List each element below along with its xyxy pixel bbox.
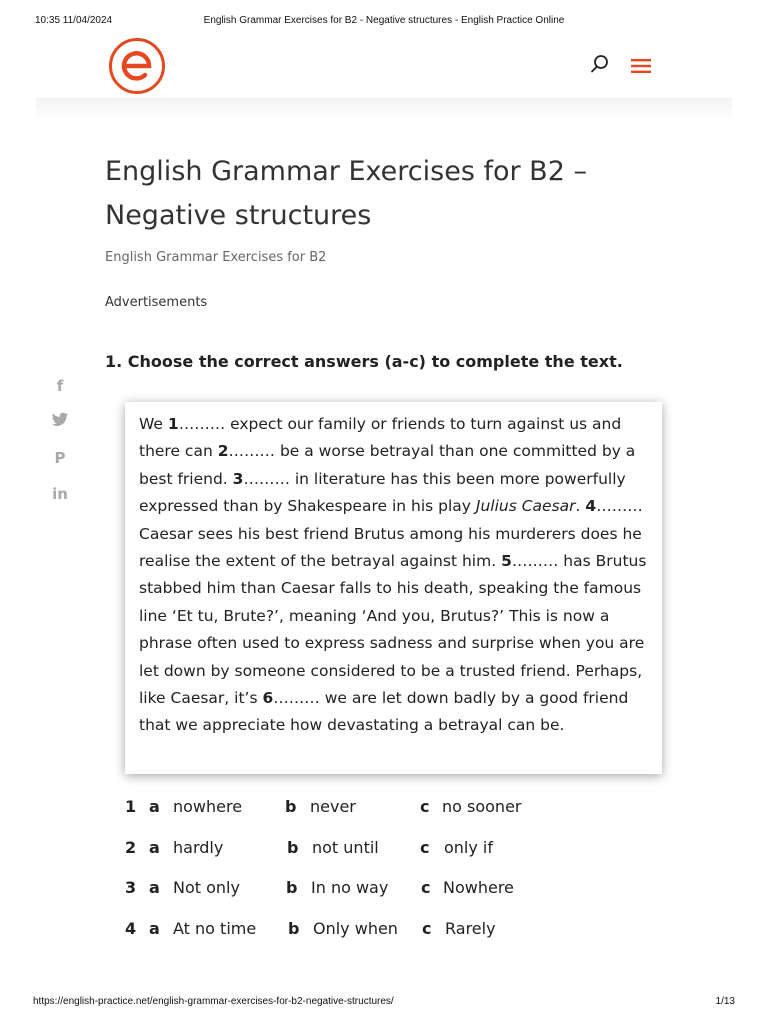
option-a: nowhere (173, 797, 243, 816)
facebook-icon[interactable]: f (56, 377, 64, 395)
play-title: Julius Caesar (475, 497, 576, 516)
site-header (36, 30, 732, 98)
twitter-icon[interactable] (50, 412, 70, 432)
gap-number: 4 (585, 497, 597, 516)
category-link[interactable]: English Grammar Exercises for B2 (105, 250, 327, 265)
advertisement-label: Advertisements (105, 295, 208, 310)
answer-row: 1 a nowhere b never c no sooner (125, 797, 522, 816)
option-c: no sooner (442, 797, 522, 816)
passage-text: We 1……… expect our family or friends to turn against us and there can 2……… be a worse betrayal than one committed by a best friend. 3……… in literature has this been more powerfully expressed than by Shakespeare in his play Julius Caesar. 4……… Caesar sees his best friend Brutus among his murderers does he realise the extent of the betrayal against him. 5……… has Brutus stabbed him than Caesar falls to his death, speaking the famous line ‘Et tu, Brute?’, meaning ‘And you, Brutus?’ This is now a phrase often used to express sadness and surprise when you are let down by someone considered to be a trusted friend. Perhaps, like Caesar, it’s 6……… we are let down badly by a good friend that we appreciate how devastating a betrayal can be. (139, 415, 647, 735)
gap-number: 2 (217, 442, 229, 461)
option-c: only if (444, 837, 494, 857)
print-page-title: English Grammar Exercises for B2 - Negative structures - English Practice Online (203, 15, 565, 26)
print-url: https://english-practice.net/english-grammar-exercises-for-b2-negative-structures/ (33, 996, 394, 1007)
answer-row: 2 a hardly b not until c only if (125, 837, 494, 857)
option-b: Only when (313, 918, 398, 938)
pinterest-icon[interactable]: P (54, 449, 66, 467)
linkedin-icon[interactable]: in (52, 485, 68, 503)
e-logo-icon[interactable] (107, 36, 167, 96)
page-title: English Grammar Exercises for B2 – Negative structures (105, 156, 587, 231)
option-a: Not only (173, 878, 240, 897)
gap-number: 5 (501, 552, 512, 571)
print-datetime: 10:35 11/04/2024 (35, 15, 113, 26)
option-c: Rarely (445, 918, 496, 938)
option-c: Nowhere (443, 878, 514, 897)
print-footer (0, 996, 768, 1010)
gap-number: 6 (262, 689, 274, 708)
passage-box (125, 402, 662, 774)
hamburger-menu-icon[interactable] (629, 56, 653, 76)
social-share-bar (50, 376, 70, 520)
gap-number: 1 (167, 415, 179, 433)
option-a: hardly (173, 837, 224, 857)
option-b: In no way (311, 878, 389, 897)
search-icon[interactable] (588, 52, 612, 76)
option-b: never (310, 797, 356, 816)
header-shadow (36, 98, 732, 120)
answer-row: 3 a Not only b In no way c Nowhere (125, 878, 514, 897)
print-page-number: 1/13 (715, 996, 735, 1007)
print-header (0, 15, 768, 29)
question-heading: 1. Choose the correct answers (a-c) to complete the text. (105, 352, 623, 371)
answer-options (125, 797, 645, 959)
gap-number: 3 (232, 469, 244, 488)
option-b: not until (312, 837, 379, 857)
option-a: At no time (173, 918, 257, 938)
answer-row: 4 a At no time b Only when c Rarely (125, 918, 496, 938)
